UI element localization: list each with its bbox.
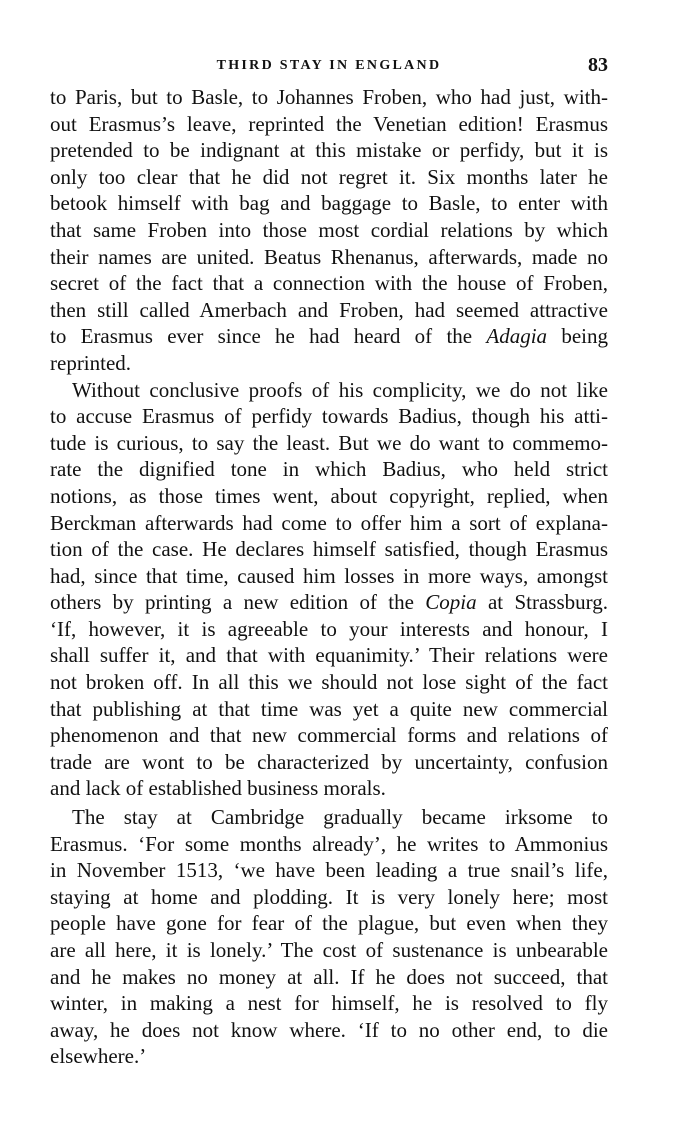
text-segment: being [561, 324, 608, 349]
text-line-with-italic [50, 589, 608, 616]
text-line: pretended to be indignant at this mistake or perfidy, but it is [50, 138, 608, 163]
italic-title-adagia: Adagia [486, 324, 548, 349]
page-number: 83 [588, 54, 608, 76]
text-line: elsewhere.’ [50, 1044, 147, 1069]
text-line: shall suffer it, and that with equanimity.’ Their relations were [50, 643, 608, 668]
text-line-with-italic [50, 323, 608, 350]
text-line: trade are wont to be characterized by uncertainty, confusion [50, 749, 608, 774]
text-line: in November 1513, ‘we have been leading a true snail’s life, [50, 858, 608, 883]
paragraph-2 [50, 377, 608, 803]
text-line: then still called Amerbach and Froben, had seemed attractive [50, 297, 608, 322]
text-line: Berckman afterwards had come to offer him a sort of explana- [50, 510, 608, 535]
text-segment: others by printing a new edition of the [50, 590, 414, 615]
text-line: secret of the fact that a connection with the house of Froben, [50, 271, 608, 296]
running-title: THIRD STAY IN ENGLAND [216, 58, 442, 73]
text-line: The stay at Cambridge gradually became irksome to [72, 805, 608, 830]
text-line: to Paris, but to Basle, to Johannes Froben, who had just, with- [50, 85, 608, 109]
text-line: to accuse Erasmus of perfidy towards Badius, though his atti- [50, 404, 608, 429]
paragraph-1 [50, 84, 608, 377]
book-page [50, 52, 608, 1070]
text-line: phenomenon and that new commercial forms and relations of [50, 723, 608, 748]
text-line: that publishing at that time was yet a quite new commercial [50, 696, 608, 721]
text-line: and lack of established business morals. [50, 776, 386, 801]
text-line: not broken off. In all this we should not lose sight of the fact [50, 670, 608, 695]
paragraph-3 [50, 804, 608, 1070]
text-line: ‘If, however, it is agreeable to your interests and honour, I [50, 616, 608, 641]
text-segment: at Strassburg. [487, 590, 609, 615]
text-line: tion of the case. He declares himself satisfied, though Erasmus [50, 537, 608, 562]
text-line: had, since that time, caused him losses in more ways, amongst [50, 563, 608, 588]
running-head [50, 52, 608, 84]
text-line: their names are united. Beatus Rhenanus, afterwards, made no [50, 244, 608, 269]
italic-title-copia: Copia [425, 590, 477, 615]
text-line: rate the dignified tone in which Badius, who held strict [50, 457, 608, 482]
text-line: only too clear that he did not regret it. Six months later he [50, 164, 608, 189]
text-line: and he makes no money at all. If he does not succeed, that [50, 964, 608, 989]
text-line: betook himself with bag and baggage to Basle, to enter with [50, 191, 608, 216]
text-line: Erasmus. ‘For some months already’, he writes to Ammonius [50, 831, 608, 856]
text-line: winter, in making a nest for himself, he is resolved to fly [50, 991, 608, 1016]
text-line: out Erasmus’s leave, reprinted the Venetian edition! Erasmus [50, 111, 608, 136]
text-line: people have gone for fear of the plague, but even when they [50, 911, 608, 936]
text-segment: to Erasmus ever since he had heard of the [50, 324, 473, 349]
text-line: are all here, it is lonely.’ The cost of sustenance is unbearable [50, 938, 608, 962]
text-line: that same Froben into those most cordial relations by which [50, 217, 608, 242]
text-line: tude is curious, to say the least. But we do want to commemo- [50, 430, 608, 455]
text-line: notions, as those times went, about copyright, replied, when [50, 483, 608, 508]
text-line: Without conclusive proofs of his complicity, we do not like [72, 377, 608, 402]
text-line: staying at home and plodding. It is very lonely here; most [50, 884, 608, 909]
text-line: away, he does not know where. ‘If to no other end, to die [50, 1017, 608, 1042]
text-line: reprinted. [50, 350, 132, 375]
